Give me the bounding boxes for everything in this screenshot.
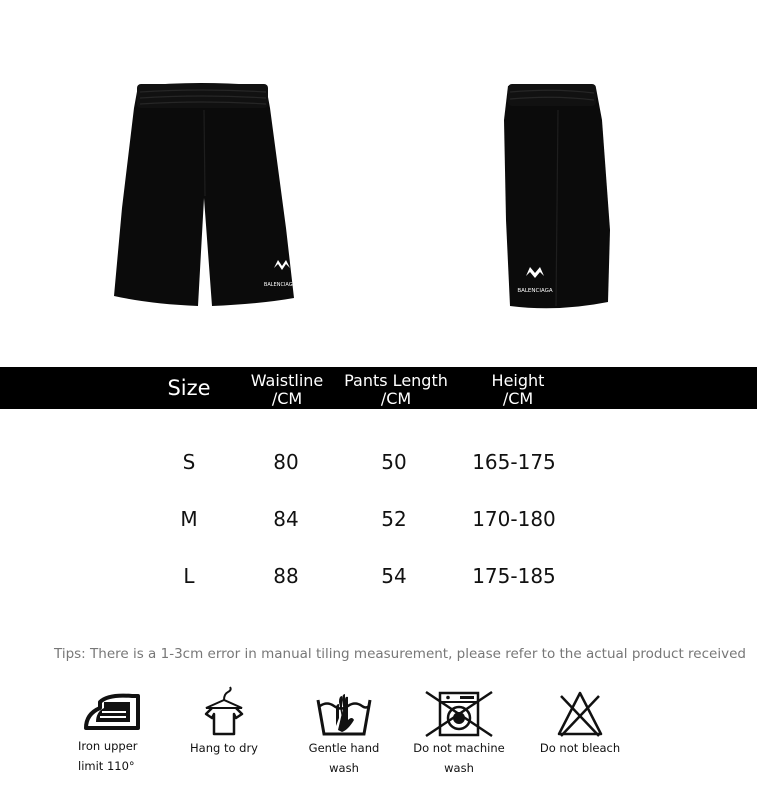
care-hang-label: Hang to dry [190, 741, 258, 755]
header-pants-length [338, 372, 454, 408]
care-no-bleach-label: Do not bleach [539, 741, 621, 755]
care-no-machine-label: Do not machine wash [413, 741, 505, 775]
cell-waistline: 88 [273, 564, 299, 588]
front-logo-text: BALENCIAGA [263, 282, 297, 288]
side-logo-text: BALENCIAGA [517, 288, 553, 294]
cell-pants-length: 52 [381, 507, 407, 531]
hanger-icon [202, 686, 246, 738]
care-hand-wash [292, 690, 396, 778]
header-pants-length-label: Pants Length [344, 371, 448, 390]
header-waistline-label: Waistline [250, 371, 324, 390]
care-iron-label: Iron upper limit 110° [78, 739, 138, 773]
cell-size: M [180, 507, 198, 531]
shorts-side-image [498, 80, 618, 316]
header-size: Size [167, 376, 211, 400]
header-height-unit: /CM [502, 389, 534, 408]
header-waistline [246, 372, 328, 408]
size-chart-header [0, 367, 757, 409]
cell-height: 175-185 [472, 564, 556, 588]
cell-pants-length: 50 [381, 450, 407, 474]
cell-waistline: 80 [273, 450, 299, 474]
header-height [474, 372, 562, 408]
hand-wash-icon [314, 690, 374, 738]
header-waistline-unit: /CM [271, 389, 303, 408]
header-pants-length-unit: /CM [380, 389, 412, 408]
cell-height: 170-180 [472, 507, 556, 531]
cell-size: S [182, 450, 196, 474]
care-hand-wash-label: Gentle hand wash [308, 741, 380, 775]
size-row [0, 561, 757, 591]
care-hang-dry [188, 686, 260, 758]
cell-height: 165-175 [472, 450, 556, 474]
care-iron [78, 688, 150, 776]
shorts-front-image [110, 78, 310, 314]
no-bleach-icon [555, 690, 605, 738]
iron-icon [82, 688, 142, 736]
measurement-tips: Tips: There is a 1-3cm error in manual tiling measurement, please refer to the actual product received [54, 646, 746, 662]
cell-pants-length: 54 [381, 564, 407, 588]
care-no-bleach [536, 690, 624, 758]
cell-size: L [183, 564, 195, 588]
cell-waistline: 84 [273, 507, 299, 531]
size-row [0, 504, 757, 534]
size-row [0, 447, 757, 477]
no-machine-wash-icon [424, 690, 494, 738]
header-height-label: Height [491, 371, 545, 390]
care-no-machine-wash [398, 690, 520, 778]
